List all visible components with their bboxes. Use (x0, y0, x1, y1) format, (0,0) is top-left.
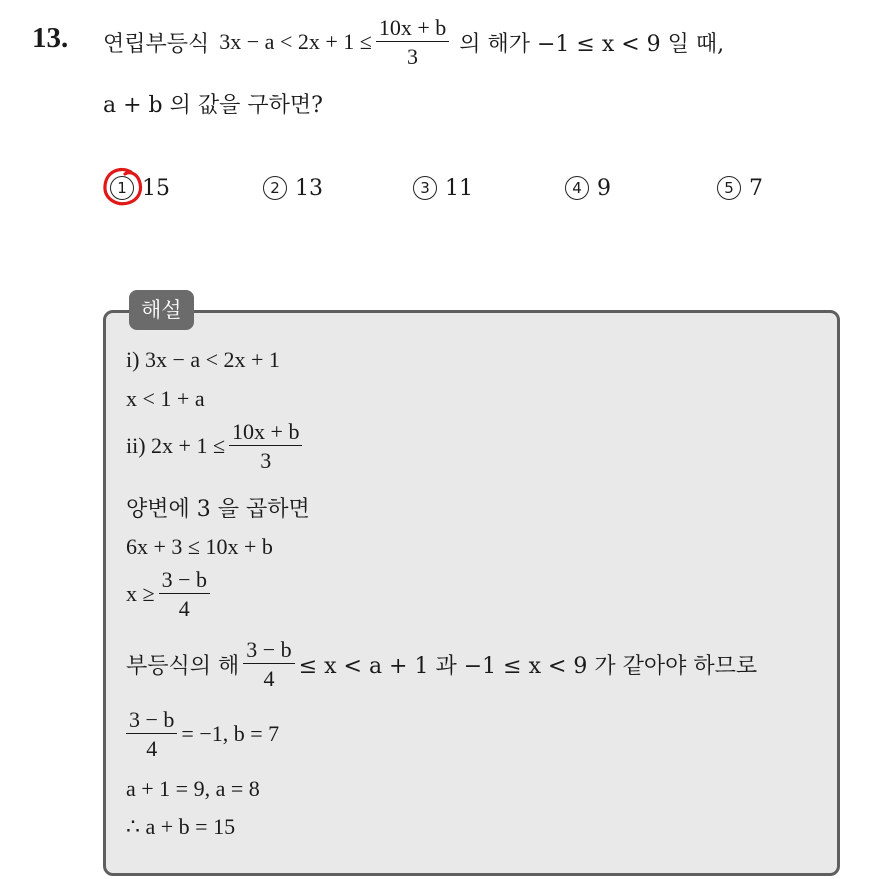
solution-line-7-lead: 부등식의 해 (126, 653, 240, 679)
solution-line-8-numerator: 3 − b (126, 708, 177, 734)
solution-line-10: ∴ a + b = 15 (126, 814, 236, 839)
solution-line-5: 6x + 3 ≤ 10x + b (126, 534, 273, 559)
question-fraction-numerator: 10x + b (376, 16, 449, 42)
question-fraction-denominator: 3 (407, 44, 419, 69)
solution-line-3-denominator: 3 (260, 448, 272, 474)
question-line-1 (103, 12, 724, 72)
choice-5-value: 7 (749, 176, 763, 201)
solution-line-6-numerator: 3 − b (159, 568, 210, 594)
choice-3-marker: 3 (413, 176, 437, 200)
solution-line-1: i) 3x − a < 2x + 1 (126, 347, 280, 372)
solution-line-7 (126, 638, 757, 690)
solution-line-3-fraction (229, 420, 302, 472)
choice-1-value: 15 (142, 176, 170, 201)
choice-2-marker: 2 (263, 176, 287, 200)
choice-1-marker: 1 (110, 176, 134, 200)
solution-line-9: a + 1 = 9, a = 8 (126, 776, 260, 801)
choice-3[interactable] (413, 176, 473, 201)
question-condition: 의 해가 −1 ≤ x < 9 일 때, (459, 31, 725, 57)
solution-line-7-numerator: 3 − b (243, 638, 294, 664)
question-number: 13. (32, 22, 69, 54)
solution-line-4: 양변에 3 을 곱하면 (126, 497, 310, 522)
solution-line-3-text: ii) 2x + 1 ≤ (126, 433, 226, 459)
solution-line-6-denominator: 4 (178, 596, 190, 622)
solution-line-3-numerator: 10x + b (229, 420, 302, 446)
choice-4-marker: 4 (565, 176, 589, 200)
solution-line-7-fraction (243, 638, 294, 690)
choice-4-value: 9 (597, 176, 611, 201)
question-line-2: a + b 의 값을 구하면? (103, 93, 323, 118)
solution-line-8 (122, 708, 279, 760)
choice-4[interactable] (565, 176, 611, 201)
solution-line-8-text: = −1, b = 7 (181, 721, 280, 747)
solution-line-2: x < 1 + a (126, 386, 205, 411)
question-inequality: 3x − a < 2x + 1 ≤ (219, 29, 372, 54)
question-fraction (376, 16, 449, 68)
solution-line-6 (126, 568, 214, 620)
question-lead: 연립부등식 (103, 31, 210, 57)
solution-line-8-fraction (126, 708, 177, 760)
choice-2-value: 13 (295, 176, 323, 201)
choice-5[interactable] (717, 176, 763, 201)
answer-mark-circle (101, 166, 145, 208)
solution-line-8-denominator: 4 (146, 736, 158, 762)
solution-line-6-fraction (159, 568, 210, 620)
solution-line-7-denominator: 4 (263, 666, 275, 692)
solution-label: 해설 (129, 290, 194, 330)
solution-line-6-text: x ≥ (126, 581, 155, 607)
solution-line-7-text: ≤ x < a + 1 과 −1 ≤ x < 9 가 같아야 하므로 (298, 653, 758, 679)
choice-2[interactable] (263, 176, 323, 201)
choice-5-marker: 5 (717, 176, 741, 200)
solution-line-3 (126, 420, 306, 472)
choice-3-value: 11 (445, 176, 473, 201)
